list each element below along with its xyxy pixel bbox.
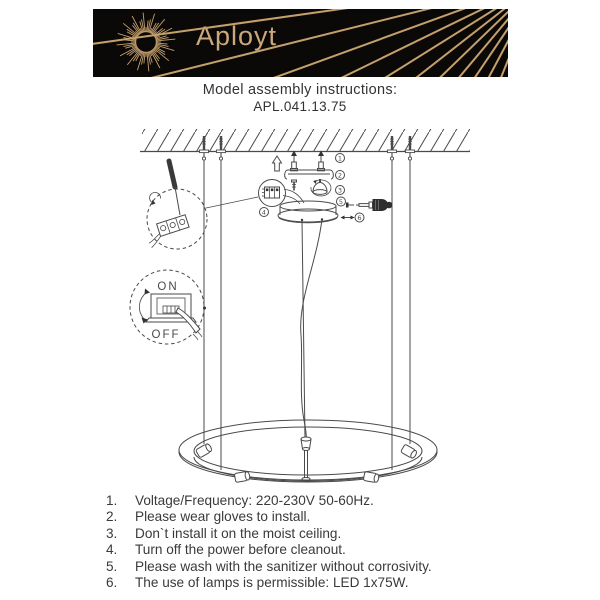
instruction-item bbox=[106, 526, 432, 542]
mounting-screw-icon bbox=[318, 151, 325, 171]
spotlight bbox=[196, 443, 213, 458]
instruction-item bbox=[106, 509, 432, 525]
ceiling-hatch bbox=[140, 129, 470, 152]
instruction-item bbox=[106, 575, 432, 591]
spotlight bbox=[234, 471, 250, 482]
instructions-list bbox=[106, 493, 432, 591]
svg-text:3: 3 bbox=[337, 186, 343, 195]
mounting-bracket-icon bbox=[285, 170, 334, 179]
item-text: The use of lamps is permissible: LED 1x75W. bbox=[135, 575, 409, 591]
item-text: Turn off the power before cleanout. bbox=[135, 542, 346, 558]
instruction-item bbox=[106, 559, 432, 575]
terminal-wiring-detail bbox=[144, 161, 258, 249]
twist-lock-icon bbox=[311, 179, 331, 196]
callout-1 bbox=[336, 154, 345, 163]
adjust-double-arrow-icon bbox=[341, 216, 355, 220]
spotlight bbox=[363, 472, 379, 483]
item-number: 1. bbox=[106, 493, 118, 508]
svg-text:5: 5 bbox=[338, 197, 344, 206]
brand-name: Aployt bbox=[196, 21, 278, 51]
toggle-arrow-icon bbox=[139, 292, 147, 319]
machine-screw-icon bbox=[292, 180, 297, 191]
callout-2 bbox=[336, 171, 345, 180]
mounting-screw-icon bbox=[291, 151, 298, 171]
instruction-item bbox=[106, 493, 432, 509]
item-text: Don`t install it on the moist ceiling. bbox=[135, 525, 342, 541]
svg-text:2: 2 bbox=[337, 171, 343, 180]
page-title: Model assembly instructions: bbox=[202, 82, 398, 98]
svg-text:6: 6 bbox=[357, 213, 362, 222]
ceiling-canopy bbox=[278, 201, 338, 223]
screwdriver-icon bbox=[169, 161, 175, 187]
item-text: Please wear gloves to install. bbox=[135, 509, 311, 525]
svg-text:1: 1 bbox=[337, 154, 343, 163]
svg-text:4: 4 bbox=[261, 208, 267, 217]
up-arrow-icon bbox=[273, 156, 282, 171]
item-number: 4. bbox=[106, 542, 118, 558]
mounting-hardware-parts bbox=[273, 151, 345, 196]
item-number: 5. bbox=[106, 558, 118, 574]
callout-5 bbox=[337, 197, 346, 206]
item-number: 2. bbox=[106, 509, 118, 525]
callout-4 bbox=[260, 208, 269, 217]
model-number: APL.041.13.75 bbox=[253, 99, 347, 114]
item-text: Please wash with the sanitizer without corrosivity. bbox=[135, 558, 432, 574]
ring-chandelier bbox=[179, 420, 437, 483]
on-label: ON bbox=[157, 281, 179, 293]
center-connector bbox=[301, 437, 311, 481]
spotlight bbox=[401, 444, 418, 459]
side-screw-and-screwdriver bbox=[337, 197, 393, 222]
callout-3 bbox=[336, 186, 345, 195]
off-label: OFF bbox=[151, 329, 181, 341]
item-number: 6. bbox=[106, 575, 118, 591]
center-cable-and-cord bbox=[301, 220, 322, 442]
callout-6 bbox=[355, 213, 364, 222]
item-text: Voltage/Frequency: 220-230V 50-60Hz. bbox=[135, 493, 374, 508]
instruction-item bbox=[106, 542, 432, 558]
screwdriver-icon bbox=[356, 199, 392, 211]
item-number: 3. bbox=[106, 525, 118, 541]
